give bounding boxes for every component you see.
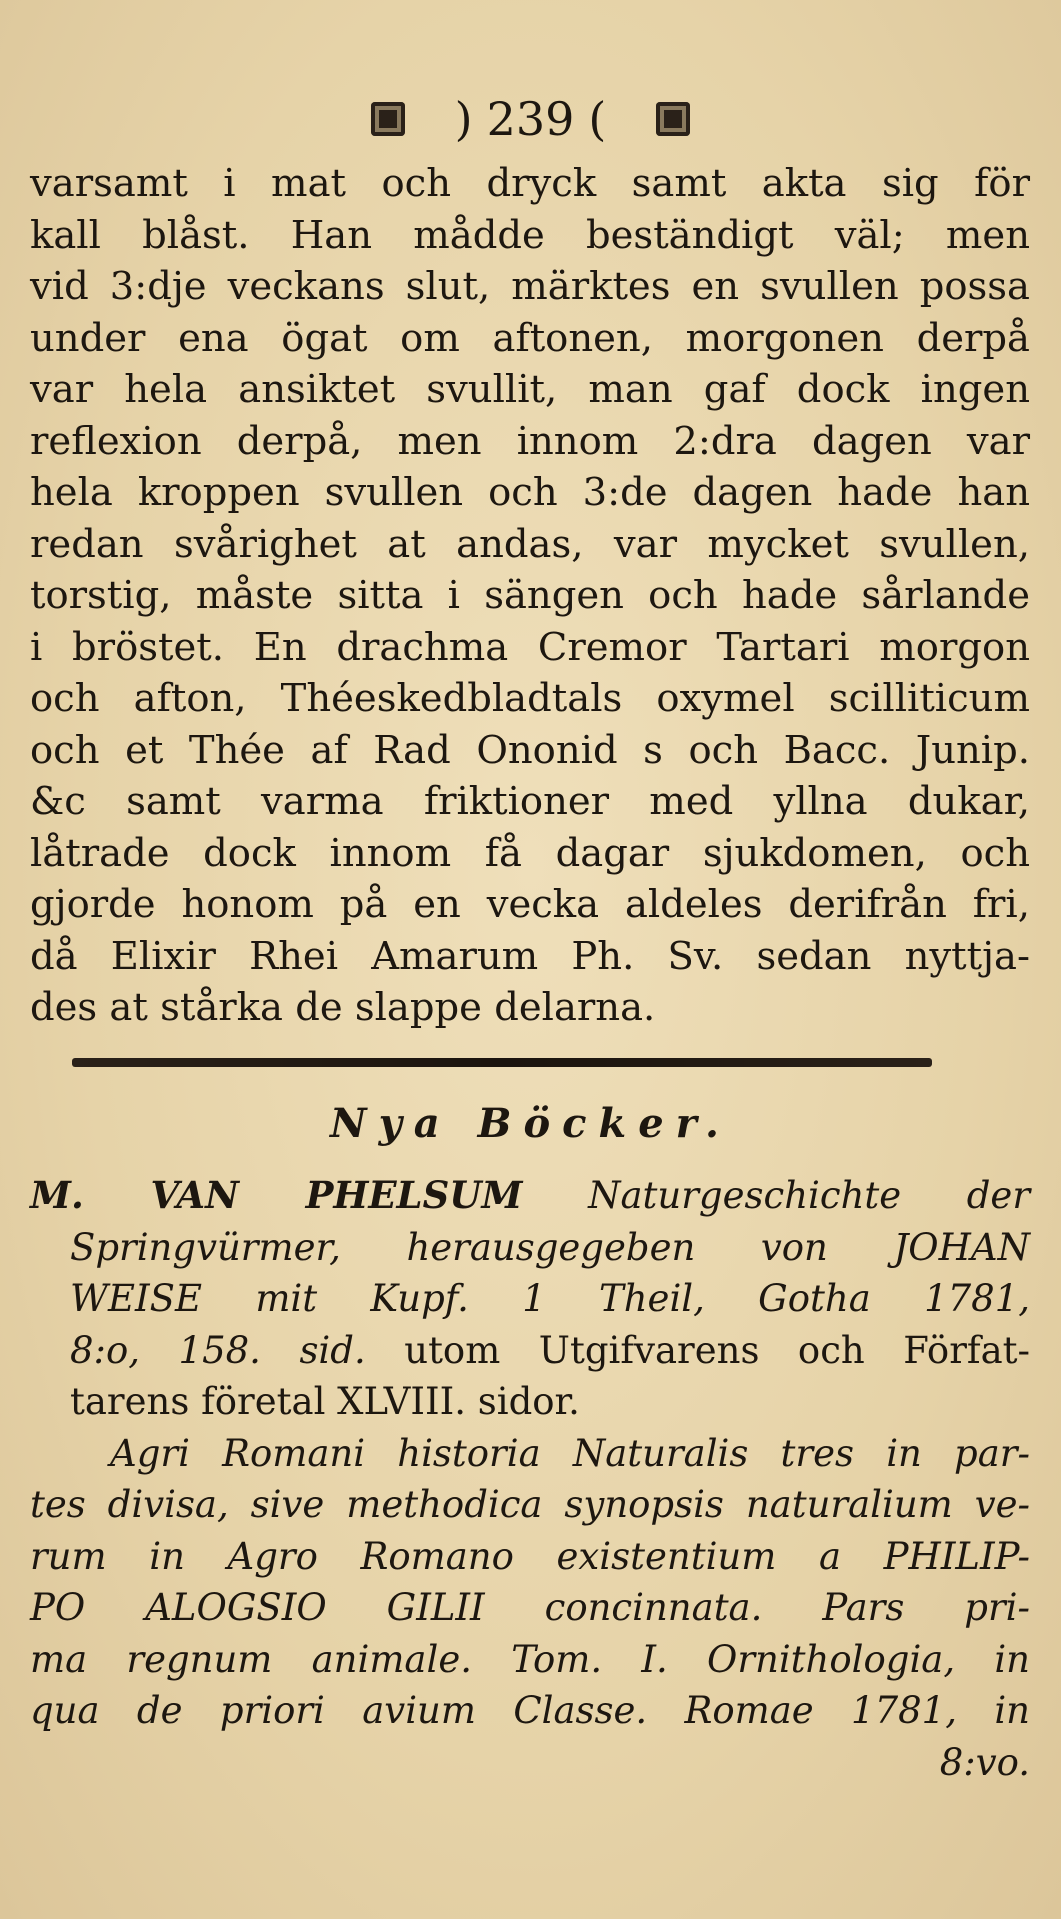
- entry-line: tes divisa, sive methodica synopsis naturalium ve-: [30, 1483, 1030, 1526]
- entry-line: qua de priori avium Classe. Romae 1781, in: [30, 1689, 1030, 1732]
- body-paragraph: [30, 158, 1030, 1034]
- entry-note: utom Utgifvarens och Förfat-: [404, 1328, 1031, 1372]
- page-number: 239: [486, 92, 575, 146]
- book-entry-phelsum: [30, 1170, 1030, 1428]
- entry-line: ma regnum animale. Tom. I. Ornithologia, in: [30, 1637, 1030, 1681]
- entry-editor: JOHAN: [893, 1225, 1030, 1269]
- entry-line: [30, 1273, 1030, 1325]
- entry-line: rum in Agro Romano existentium a PHILIP-: [30, 1534, 1030, 1578]
- body-line: varsamt i mat och dryck samt akta sig för: [30, 161, 1030, 206]
- body-line: under ena ögat om aftonen, morgonen derpå: [30, 315, 1030, 361]
- body-line: i bröstet. En drachma Cremor Tartari morgon: [30, 624, 1030, 670]
- body-line: då Elixir Rhei Amarum Ph. Sv. sedan nyttja-: [30, 933, 1030, 979]
- entry-line: [30, 1325, 1030, 1377]
- body-line: gjorde honom på en vecka aldeles derifrån fri,: [30, 882, 1030, 927]
- entry-author: M. VAN PHELSUM: [30, 1173, 523, 1217]
- entry-line: tarens företal XLVIII. sidor.: [70, 1380, 580, 1423]
- right-ornament-icon: [656, 102, 690, 136]
- entry-title-part: Naturgeschichte der: [588, 1174, 1030, 1217]
- page-header: [0, 92, 1061, 146]
- entry-title-part: Springvürmer,: [70, 1225, 341, 1269]
- body-line: låtrade dock innom få dagar sjukdomen, och: [30, 830, 1030, 876]
- section-title: Nya Böcker.: [330, 1100, 731, 1147]
- body-line: och afton, Théeskedbladtals oxymel scilliticum: [30, 676, 1030, 721]
- body-line: des at stårka de slappe delarna.: [30, 985, 656, 1030]
- body-line: och et Thée af Rad Ononid s och Bacc. Junip.: [30, 727, 1030, 773]
- book-entries: [30, 1170, 1030, 1788]
- entry-line: 8:vo.: [939, 1740, 1030, 1784]
- book-entry-gilii: [30, 1428, 1030, 1789]
- entry-format: 8:o, 158. sid.: [70, 1328, 366, 1372]
- entry-title-part: WEISE mit Kupf. 1 Theil, Gotha 1781,: [70, 1277, 1030, 1320]
- header-left-paren: ): [454, 92, 473, 146]
- entry-line: Agri Romani historia Naturalis tres in par-: [110, 1431, 1030, 1475]
- entry-title-part: herausgegeben von: [406, 1225, 828, 1269]
- section-divider: [72, 1058, 932, 1067]
- body-line: &c samt varma friktioner med yllna dukar,: [30, 779, 1030, 824]
- body-line: kall blåst. Han mådde beständigt väl; men: [30, 212, 1030, 258]
- body-line: reflexion derpå, men innom 2:dra dagen var: [30, 418, 1030, 464]
- left-ornament-icon: [371, 102, 405, 136]
- entry-line: [30, 1170, 1030, 1222]
- body-line: var hela ansiktet svullit, man gaf dock ingen: [30, 367, 1030, 412]
- entry-line: [30, 1222, 1030, 1274]
- body-line: hela kroppen svullen och 3:de dagen hade han: [30, 470, 1030, 515]
- header-right-paren: (: [588, 92, 607, 146]
- entry-line: PO ALOGSIO GILII concinnata. Pars pri-: [30, 1586, 1030, 1629]
- body-line: vid 3:dje veckans slut, märktes en svullen possa: [30, 264, 1030, 309]
- body-line: torstig, måste sitta i sängen och hade sårlande: [30, 573, 1030, 618]
- body-line: redan svårighet at andas, var mycket svullen,: [30, 521, 1030, 567]
